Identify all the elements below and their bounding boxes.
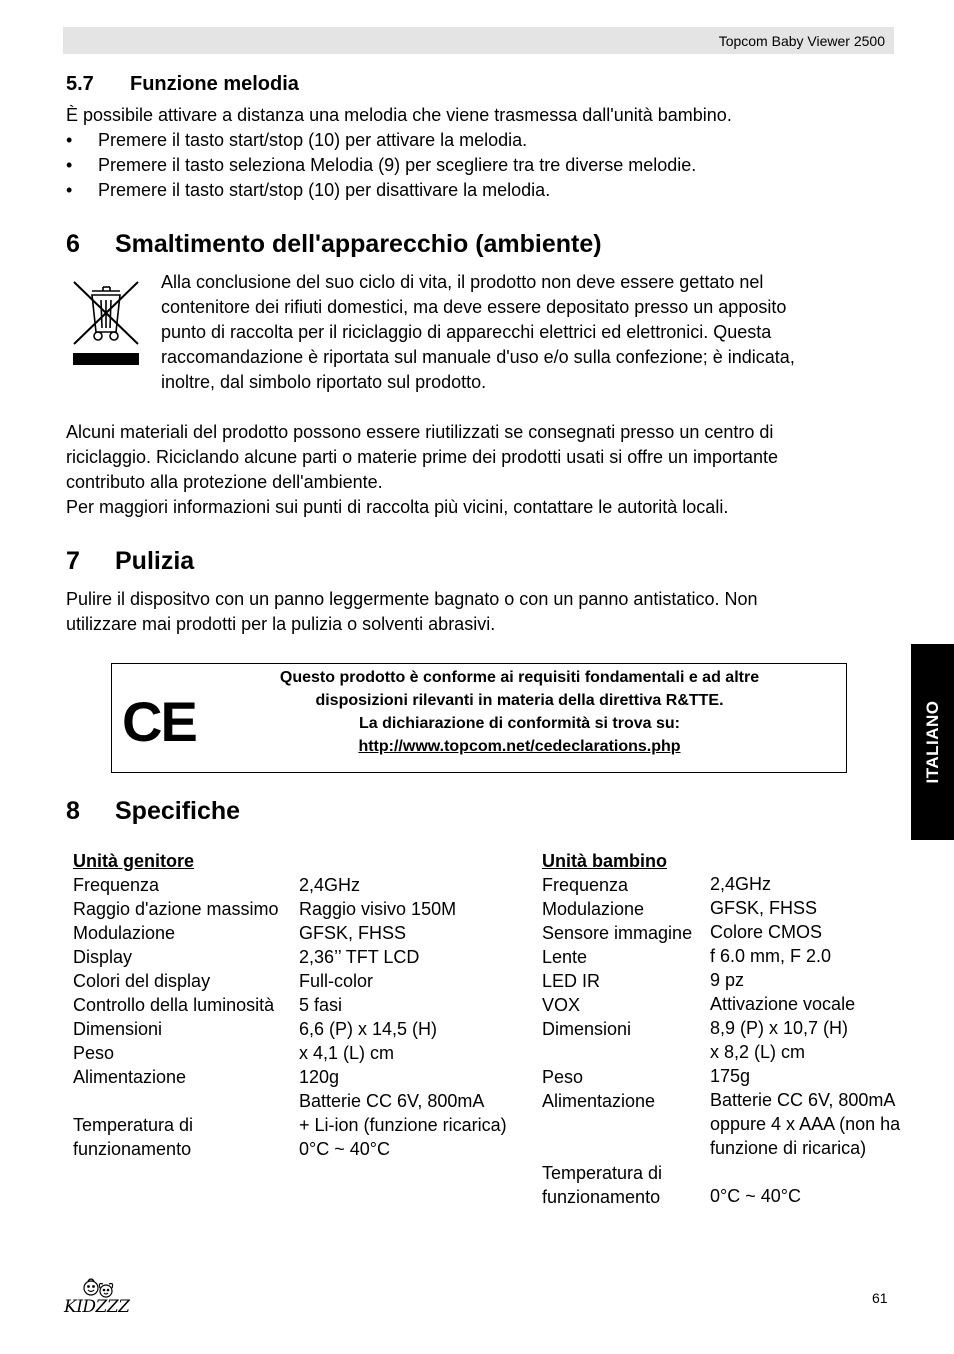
bullet-text: Premere il tasto start/stop (10) per attivare la melodia. bbox=[98, 130, 528, 150]
kidzzz-logo bbox=[62, 1276, 138, 1322]
text-line: Alla conclusione del suo ciclo di vita, il prodotto non deve essere gettato nel bbox=[161, 272, 764, 292]
spec-label: Frequenza bbox=[542, 875, 629, 895]
header-title: Topcom Baby Viewer 2500 bbox=[718, 33, 885, 49]
spec-value: Batterie CC 6V, 800mA bbox=[710, 1090, 896, 1110]
parent-unit-values bbox=[299, 873, 507, 1161]
spec-value bbox=[710, 1160, 900, 1184]
spec-value: GFSK, FHSS bbox=[710, 898, 818, 918]
spec-label bbox=[73, 1089, 279, 1113]
spec-label: VOX bbox=[542, 995, 581, 1015]
spec-label: Dimensioni bbox=[542, 1019, 632, 1039]
baby-unit-labels bbox=[542, 849, 692, 1209]
spec-value: GFSK, FHSS bbox=[299, 923, 407, 943]
spec-value: 8,9 (P) x 10,7 (H) bbox=[710, 1018, 849, 1038]
spec-value: x 8,2 (L) cm bbox=[710, 1042, 806, 1062]
text-line: Alcuni materiali del prodotto possono essere riutilizzati se consegnati presso un centro di bbox=[66, 422, 774, 442]
spec-value: 0°C ~ 40°C bbox=[710, 1186, 801, 1206]
text-line: Questo prodotto è conforme ai requisiti fondamentali e ad altre bbox=[279, 669, 760, 686]
section-title: Specifiche bbox=[115, 797, 241, 825]
spec-label: Alimentazione bbox=[542, 1091, 656, 1111]
spec-value: 2,4GHz bbox=[299, 875, 361, 895]
spec-value: Colore CMOS bbox=[710, 922, 823, 942]
text-line: contenitore dei rifiuti domestici, ma deve essere depositato presso un apposito bbox=[161, 297, 787, 317]
melody-bullet-3: • Premere il tasto start/stop (10) per disattivare la melodia. bbox=[66, 180, 551, 200]
spec-value: 175g bbox=[710, 1066, 751, 1086]
section-7-heading bbox=[66, 547, 194, 576]
spec-label: Peso bbox=[542, 1067, 584, 1087]
spec-value: 120g bbox=[299, 1067, 340, 1087]
parent-unit-labels bbox=[73, 849, 279, 1161]
spec-value: Raggio visivo 150M bbox=[299, 899, 457, 919]
baby-unit-title: Unità bambino bbox=[542, 851, 667, 871]
spec-label: LED IR bbox=[542, 971, 601, 991]
spec-label: Frequenza bbox=[73, 875, 160, 895]
spec-value: Batterie CC 6V, 800mA bbox=[299, 1091, 485, 1111]
spec-value: 9 pz bbox=[710, 970, 745, 990]
text-line: riciclaggio. Riciclando alcune parti o materie prime dei prodotti usati si offre un importante bbox=[66, 447, 779, 467]
spec-value: oppure 4 x AAA (non ha bbox=[710, 1114, 901, 1134]
text-line: utilizzare mai prodotti per la pulizia o solventi abrasivi. bbox=[66, 614, 496, 634]
spec-value: 5 fasi bbox=[299, 995, 343, 1015]
section-5-7-heading bbox=[66, 73, 299, 96]
text-line: inoltre, dal simbolo riportato sul prodotto. bbox=[161, 372, 487, 392]
section-8-heading bbox=[66, 797, 240, 826]
spec-value: funzione di ricarica) bbox=[710, 1138, 867, 1158]
spec-value: 2,36’’ TFT LCD bbox=[299, 947, 420, 967]
spec-label: Controllo della luminosità bbox=[73, 995, 275, 1015]
ce-mark-icon: CE bbox=[122, 690, 196, 753]
spec-label bbox=[542, 1041, 692, 1065]
spec-value: 2,4GHz bbox=[710, 874, 772, 894]
spec-label: Dimensioni bbox=[73, 1019, 163, 1039]
spec-label: funzionamento bbox=[542, 1187, 661, 1207]
text-line: La dichiarazione di conformità si trova su: bbox=[359, 715, 680, 732]
text-line: contributo alla protezione dell'ambiente. bbox=[66, 472, 383, 492]
spec-value: + Li-ion (funzione ricarica) bbox=[299, 1115, 507, 1135]
logo-text: KIDZZZ bbox=[64, 1297, 130, 1317]
melody-bullet-1: • Premere il tasto start/stop (10) per attivare la melodia. bbox=[66, 130, 528, 150]
page-number: 61 bbox=[872, 1290, 888, 1306]
text-line: punto di raccolta per il riciclaggio di apparecchi elettrici ed elettronici. Questa bbox=[161, 322, 772, 342]
bullet-text: Premere il tasto start/stop (10) per disattivare la melodia. bbox=[98, 180, 551, 200]
spec-label: funzionamento bbox=[73, 1139, 192, 1159]
section-6-heading bbox=[66, 230, 602, 259]
weee-paragraph bbox=[161, 270, 795, 395]
spec-value: Full-color bbox=[299, 971, 374, 991]
spec-label bbox=[542, 1137, 692, 1161]
spec-label: Display bbox=[73, 947, 133, 967]
spec-label: Temperatura di bbox=[542, 1163, 663, 1183]
spec-value: 0°C ~ 40°C bbox=[299, 1139, 390, 1159]
section-title: Funzione melodia bbox=[130, 73, 299, 95]
ce-declaration-text bbox=[192, 666, 847, 758]
spec-label: Sensore immagine bbox=[542, 923, 693, 943]
recycling-paragraph bbox=[66, 420, 778, 520]
spec-label: Alimentazione bbox=[73, 1067, 187, 1087]
spec-value: x 4,1 (L) cm bbox=[299, 1043, 395, 1063]
spec-label: Modulazione bbox=[542, 899, 645, 919]
ce-declaration-link[interactable]: http://www.topcom.net/cedeclarations.php bbox=[358, 738, 681, 755]
spec-label: Modulazione bbox=[73, 923, 176, 943]
melody-intro: È possibile attivare a distanza una melodia che viene trasmessa dall'unità bambino. bbox=[66, 105, 732, 125]
weee-bin-icon bbox=[70, 278, 142, 370]
parent-unit-title: Unità genitore bbox=[73, 851, 195, 871]
text-line: raccomandazione è riportata sul manuale d'uso e/o sulla confezione; è indicata, bbox=[161, 347, 795, 367]
spec-value: f 6.0 mm, F 2.0 bbox=[710, 946, 832, 966]
section-title: Smaltimento dell'apparecchio (ambiente) bbox=[115, 230, 602, 258]
spec-label bbox=[542, 1113, 692, 1137]
spec-label: Raggio d'azione massimo bbox=[73, 899, 279, 919]
baby-unit-values bbox=[710, 872, 900, 1208]
text-line: Per maggiori informazioni sui punti di raccolta più vicini, contattare le autorità locali. bbox=[66, 497, 729, 517]
spec-value: 6,6 (P) x 14,5 (H) bbox=[299, 1019, 438, 1039]
page-header bbox=[63, 27, 894, 54]
section-number: 5.7 bbox=[66, 73, 94, 95]
bullet-text: Premere il tasto seleziona Melodia (9) per scegliere tra tre diverse melodie. bbox=[98, 155, 697, 175]
spec-label: Colori del display bbox=[73, 971, 211, 991]
spec-label: Lente bbox=[542, 947, 588, 967]
melody-bullet-2: • Premere il tasto seleziona Melodia (9) per scegliere tra tre diverse melodie. bbox=[66, 155, 697, 175]
text-line: disposizioni rilevanti in materia della direttiva R&TTE. bbox=[315, 692, 724, 709]
text-line: Pulire il dispositvo con un panno leggermente bagnato o con un panno antistatico. Non bbox=[66, 589, 758, 609]
spec-value: Attivazione vocale bbox=[710, 994, 856, 1014]
language-label: ITALIANO bbox=[922, 700, 942, 784]
spec-label: Temperatura di bbox=[73, 1115, 194, 1135]
section-number: 6 bbox=[66, 230, 80, 258]
section-number: 8 bbox=[66, 797, 80, 825]
section-number: 7 bbox=[66, 547, 80, 575]
language-side-tab bbox=[911, 644, 954, 840]
spec-label: Peso bbox=[73, 1043, 115, 1063]
cleaning-paragraph bbox=[66, 587, 757, 637]
section-title: Pulizia bbox=[115, 547, 195, 575]
